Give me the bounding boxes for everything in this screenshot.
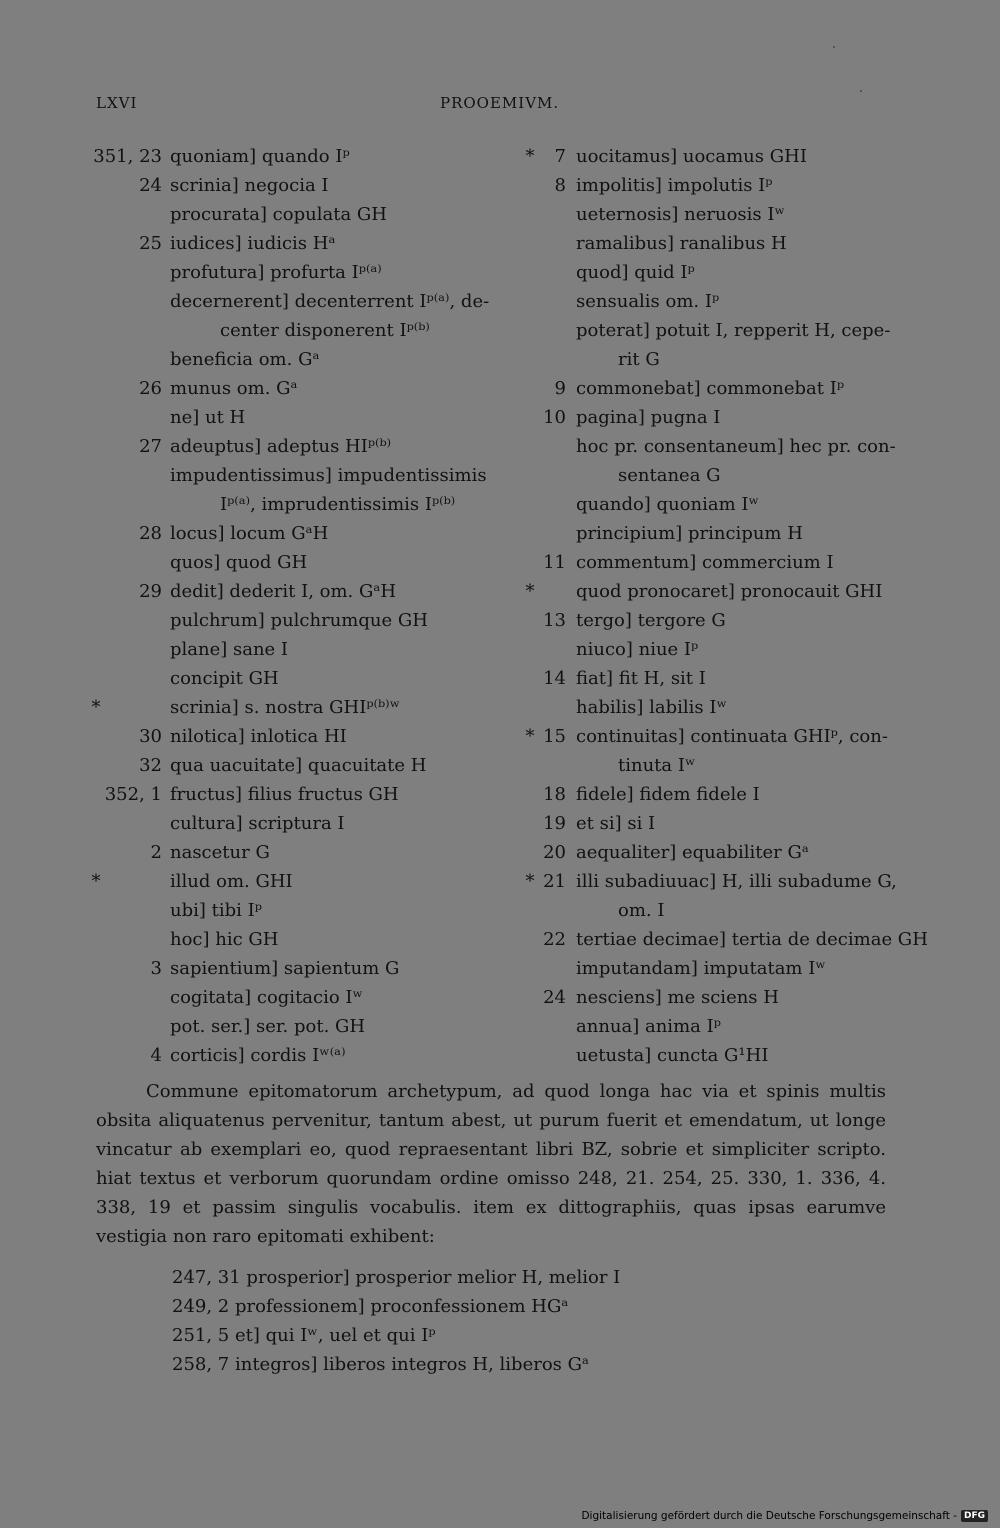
variant-reading: tertiae decimae] tertia de decimae GH [576, 929, 928, 950]
apparatus-line [520, 722, 900, 751]
line-reference: 352, 1 [104, 784, 162, 805]
asterisk-mark: * [91, 697, 101, 718]
apparatus-line [86, 954, 506, 983]
line-reference: 22 [543, 929, 566, 950]
apparatus-line [86, 345, 506, 374]
apparatus-line [86, 287, 506, 316]
line-reference: 18 [543, 784, 566, 805]
apparatus-line [86, 461, 506, 490]
variant-reading: iudices] iudicis Hᵃ [170, 233, 336, 254]
apparatus-line [520, 983, 900, 1012]
apparatus-line [86, 171, 506, 200]
apparatus-line [86, 809, 506, 838]
scan-speck [860, 90, 862, 92]
example-text: 258, 7 integros] liberos integros H, liberos Gᵃ [172, 1354, 589, 1375]
variant-reading: continuitas] continuata GHIᵖ, con- [576, 726, 888, 747]
variant-reading: impolitis] impolutis Iᵖ [576, 175, 773, 196]
variant-reading: pot. ser.] ser. pot. GH [170, 1016, 366, 1037]
variant-reading: quando] quoniam Iʷ [576, 494, 760, 515]
commentary-paragraph [96, 1077, 886, 1251]
apparatus-line [86, 606, 506, 635]
asterisk-mark: * [91, 871, 101, 892]
variant-reading: rit G [618, 349, 660, 370]
line-reference: 29 [139, 581, 162, 602]
variant-reading: aequaliter] equabiliter Gᵃ [576, 842, 809, 863]
variant-reading: quos] quod GH [170, 552, 308, 573]
apparatus-line [520, 490, 900, 519]
variant-reading: adeuptus] adeptus HIᵖ⁽ᵇ⁾ [170, 436, 392, 457]
apparatus-line [86, 577, 506, 606]
asterisk-mark: * [525, 581, 535, 602]
variant-reading: poterat] potuit I, repperit H, cepe- [576, 320, 891, 341]
apparatus-line [86, 722, 506, 751]
variant-reading: imputandam] imputatam Iʷ [576, 958, 826, 979]
apparatus-line [520, 954, 900, 983]
apparatus-line [520, 200, 900, 229]
apparatus-line [520, 635, 900, 664]
variant-reading: beneficia om. Gᵃ [170, 349, 320, 370]
variant-reading: scrinia] negocia I [170, 175, 329, 196]
variant-reading: sapientium] sapientum G [170, 958, 400, 979]
apparatus-line [520, 548, 900, 577]
variant-reading: tinuta Iʷ [618, 755, 696, 776]
variant-reading: niuco] niue Iᵖ [576, 639, 699, 660]
apparatus-line [520, 287, 900, 316]
apparatus-line [86, 838, 506, 867]
line-reference: 27 [139, 436, 162, 457]
line-reference: 26 [139, 378, 162, 399]
apparatus-line [520, 519, 900, 548]
variant-reading: om. I [618, 900, 665, 921]
example-text: 249, 2 professionem] proconfessionem HGᵃ [172, 1296, 569, 1317]
asterisk-mark: * [525, 726, 535, 747]
variant-reading: sensualis om. Iᵖ [576, 291, 720, 312]
apparatus-line [86, 1041, 506, 1070]
variant-reading: profutura] profurta Iᵖ⁽ᵃ⁾ [170, 262, 382, 283]
line-reference: 21 [543, 871, 566, 892]
apparatus-line [86, 519, 506, 548]
apparatus-line [86, 229, 506, 258]
variant-reading: nesciens] me sciens H [576, 987, 779, 1008]
variant-reading: ueternosis] neruosis Iʷ [576, 204, 786, 225]
variant-reading: scrinia] s. nostra GHIᵖ⁽ᵇ⁾ʷ [170, 697, 401, 718]
variant-reading: nascetur G [170, 842, 270, 863]
variant-reading: annua] anima Iᵖ [576, 1016, 721, 1037]
line-reference: 4 [150, 1045, 162, 1066]
apparatus-line [86, 664, 506, 693]
line-reference: 14 [543, 668, 566, 689]
line-reference: 11 [543, 552, 566, 573]
variant-reading: et si] si I [576, 813, 656, 834]
line-reference: 19 [543, 813, 566, 834]
variant-reading: hoc pr. consentaneum] hec pr. con- [576, 436, 896, 457]
apparatus-line [86, 200, 506, 229]
asterisk-mark: * [525, 871, 535, 892]
apparatus-line [520, 838, 900, 867]
variant-reading: quod pronocaret] pronocauit GHI [576, 581, 883, 602]
apparatus-left-column [86, 142, 506, 1070]
variant-reading: habilis] labilis Iʷ [576, 697, 727, 718]
apparatus-line [520, 751, 900, 780]
line-reference: 20 [543, 842, 566, 863]
variant-reading: pagina] pugna I [576, 407, 721, 428]
variant-reading: ne] ut H [170, 407, 246, 428]
variant-reading: ubi] tibi Iᵖ [170, 900, 262, 921]
example-text: 251, 5 et] qui Iʷ, uel et qui Iᵖ [172, 1325, 436, 1346]
variant-reading: Iᵖ⁽ᵃ⁾, imprudentissimis Iᵖ⁽ᵇ⁾ [220, 494, 456, 515]
apparatus-line [520, 780, 900, 809]
apparatus-line [86, 983, 506, 1012]
running-header-title: PROOEMIVM. [440, 94, 560, 112]
variant-reading: fidele] fidem fidele I [576, 784, 760, 805]
variant-reading: sentanea G [618, 465, 721, 486]
variant-reading: center disponerent Iᵖ⁽ᵇ⁾ [220, 320, 430, 341]
variant-reading: procurata] copulata GH [170, 204, 387, 225]
variant-reading: qua uacuitate] quacuitate H [170, 755, 427, 776]
variant-reading: concipit GH [170, 668, 279, 689]
apparatus-line [86, 693, 506, 722]
apparatus-line [86, 316, 506, 345]
apparatus-line [520, 432, 900, 461]
running-header-page-number: LXVI [96, 94, 138, 112]
variant-reading: munus om. Gᵃ [170, 378, 298, 399]
footer-text: Digitalisierung gefördert durch die Deutsche Forschungsgemeinschaft - [581, 1510, 957, 1522]
apparatus-line [86, 490, 506, 519]
variant-reading: commonebat] commonebat Iᵖ [576, 378, 845, 399]
variant-reading: quoniam] quando Iᵖ [170, 146, 350, 167]
apparatus-line [86, 925, 506, 954]
apparatus-line [520, 577, 900, 606]
apparatus-line [520, 345, 900, 374]
variant-reading: fructus] filius fructus GH [170, 784, 399, 805]
apparatus-line [520, 461, 900, 490]
apparatus-line [520, 809, 900, 838]
variant-reading: ramalibus] ranalibus H [576, 233, 787, 254]
apparatus-line [520, 693, 900, 722]
variant-reading: uocitamus] uocamus GHI [576, 146, 807, 167]
apparatus-line [520, 403, 900, 432]
apparatus-line [86, 142, 506, 171]
line-reference: 7 [554, 146, 566, 167]
variant-reading: decernerent] decenterrent Iᵖ⁽ᵃ⁾, de- [170, 291, 490, 312]
variant-reading: corticis] cordis Iʷ⁽ᵃ⁾ [170, 1045, 346, 1066]
line-reference: 32 [139, 755, 162, 776]
commentary-text: Commune epitomatorum archetypum, ad quod longa hac via et spinis multis obsita aliquatenus pervenitur, tantum abest, ut purum fuerit et emendatum, ut longe vincatur ab exemplari eo, quod repraesentant libri BZ, sobrie et simpliciter scripto. hiat textus et verborum quorundam ordine omisso 248, 21. 254, 25. 330, 1. 336, 4. 338, 19 et passim singulis vocabulis. item ex dittographiis, quas ipsas earumve vestigia non raro epitomati exhibent: [96, 1081, 886, 1247]
line-reference: 351, 23 [93, 146, 162, 167]
variant-reading: locus] locum GᵃH [170, 523, 329, 544]
apparatus-line [520, 374, 900, 403]
apparatus-line [86, 258, 506, 287]
variant-reading: illud om. GHI [170, 871, 293, 892]
variant-reading: dedit] dederit I, om. GᵃH [170, 581, 397, 602]
line-reference: 30 [139, 726, 162, 747]
variant-reading: hoc] hic GH [170, 929, 279, 950]
variant-reading: nilotica] inlotica HI [170, 726, 347, 747]
dfg-logo: DFG [961, 1510, 988, 1522]
variant-reading: commentum] commercium I [576, 552, 834, 573]
apparatus-line [86, 635, 506, 664]
apparatus-line [86, 403, 506, 432]
apparatus-line [520, 896, 900, 925]
line-reference: 15 [543, 726, 566, 747]
variant-reading: uetusta] cuncta G¹HI [576, 1045, 769, 1066]
apparatus-line [86, 751, 506, 780]
apparatus-line [520, 1041, 900, 1070]
apparatus-line [520, 867, 900, 896]
variant-reading: principium] principum H [576, 523, 803, 544]
line-reference: 25 [139, 233, 162, 254]
variant-reading: cogitata] cogitacio Iʷ [170, 987, 364, 1008]
apparatus-line [86, 867, 506, 896]
line-reference: 3 [150, 958, 162, 979]
apparatus-line [520, 258, 900, 287]
apparatus-right-column [520, 142, 928, 1070]
line-reference: 2 [150, 842, 162, 863]
apparatus-line [86, 1012, 506, 1041]
line-reference: 24 [139, 175, 162, 196]
apparatus-line [520, 316, 900, 345]
apparatus-line [520, 925, 928, 954]
apparatus-line [520, 1012, 900, 1041]
apparatus-line [86, 780, 506, 809]
variant-reading: cultura] scriptura I [170, 813, 345, 834]
variant-reading: fiat] fit H, sit I [576, 668, 706, 689]
variant-reading: illi subadiuuac] H, illi subadume G, [576, 871, 897, 892]
apparatus-line [86, 896, 506, 925]
apparatus-line [520, 171, 900, 200]
line-reference: 24 [543, 987, 566, 1008]
variant-reading: quod] quid Iᵖ [576, 262, 695, 283]
apparatus-line [86, 432, 506, 461]
line-reference: 10 [543, 407, 566, 428]
variant-reading: tergo] tergore G [576, 610, 726, 631]
scan-speck [833, 46, 835, 48]
line-reference: 9 [554, 378, 566, 399]
apparatus-line [520, 142, 900, 171]
apparatus-line [520, 664, 900, 693]
footer-credit [581, 1510, 988, 1522]
line-reference: 13 [543, 610, 566, 631]
apparatus-line [86, 374, 506, 403]
apparatus-line [86, 548, 506, 577]
line-reference: 8 [554, 175, 566, 196]
apparatus-line [520, 229, 900, 258]
variant-reading: plane] sane I [170, 639, 289, 660]
variant-reading: pulchrum] pulchrumque GH [170, 610, 428, 631]
line-reference: 28 [139, 523, 162, 544]
apparatus-line [520, 606, 900, 635]
variant-reading: impudentissimus] impudentissimis [170, 465, 487, 486]
example-text: 247, 31 prosperior] prosperior melior H, melior I [172, 1267, 621, 1288]
asterisk-mark: * [525, 146, 535, 167]
